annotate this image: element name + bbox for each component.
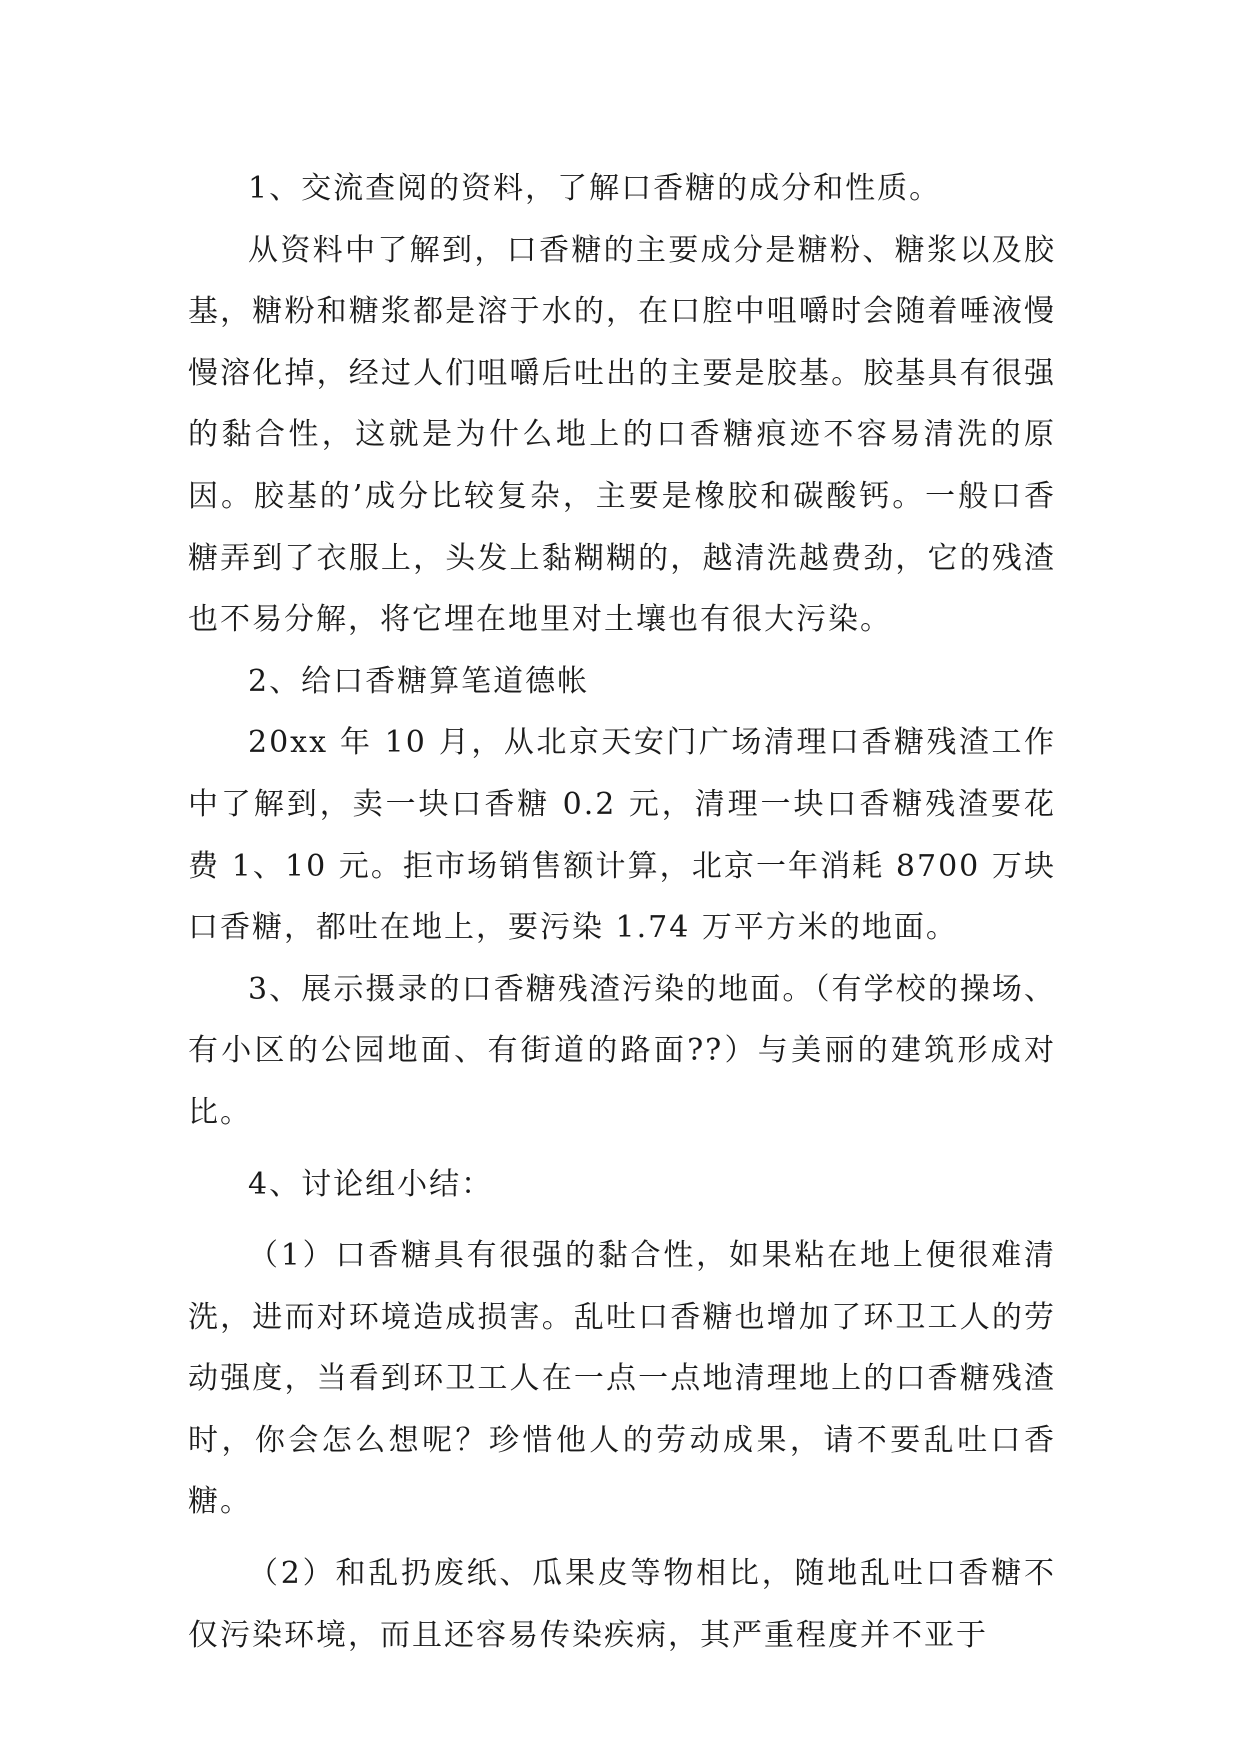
cost-calculation-paragraph: 20xx 年 10 月，从北京天安门广场清理口香糖残渣工作中了解到，卖一块口香糖 0.2 元，清理一块口香糖残渣要花费 1、10 元。拒市场销售额计算，北京一年消耗 8700 万块口香糖，都吐在地上，要污染 1.74 万平方米的地面。 <box>188 725 1056 946</box>
section-2-heading: 2、给口香糖算笔道德帐 <box>248 663 590 699</box>
section-4-heading: 4、讨论组小结： <box>248 1166 494 1202</box>
gum-composition-paragraph: 从资料中了解到，口香糖的主要成分是糖粉、糖浆以及胶基，糖粉和糖浆都是溶于水的，在口腔中咀嚼时会随着唾液慢慢溶化掉，经过人们咀嚼后吐出的主要是胶基。胶基具有很强的黏合性，这就是为什么地上的口香糖痕迹不容易清洗的原因。胶基的’成分比较复杂，主要是橡胶和碳酸钙。一般口香糖弄到了衣服上，头发上黏糊糊的，越清洗越费劲，它的残渣也不易分解，将它埋在地里对土壤也有很大污染。 <box>188 232 1056 638</box>
section-3-paragraph: 3、展示摄录的口香糖残渣污染的地面。（有学校的操场、有小区的公园地面、有街道的路面??）与美丽的建筑形成对比。 <box>188 971 1056 1130</box>
document-body <box>188 158 1056 1666</box>
summary-point-2: （2）和乱扔废纸、瓜果皮等物相比，随地乱吐口香糖不仅污染环境，而且还容易传染疾病，其严重程度并不亚于 <box>188 1556 1056 1653</box>
section-1-heading: 1、交流查阅的资料，了解口香糖的成分和性质。 <box>248 171 942 206</box>
summary-point-1: （1）口香糖具有很强的黏合性，如果粘在地上便很难清洗，进而对环境造成损害。乱吐口香糖也增加了环卫工人的劳动强度，当看到环卫工人在一点一点地清理地上的口香糖残渣时，你会怎么想呢？珍惜他人的劳动成果，请不要乱吐口香糖。 <box>188 1238 1056 1520</box>
